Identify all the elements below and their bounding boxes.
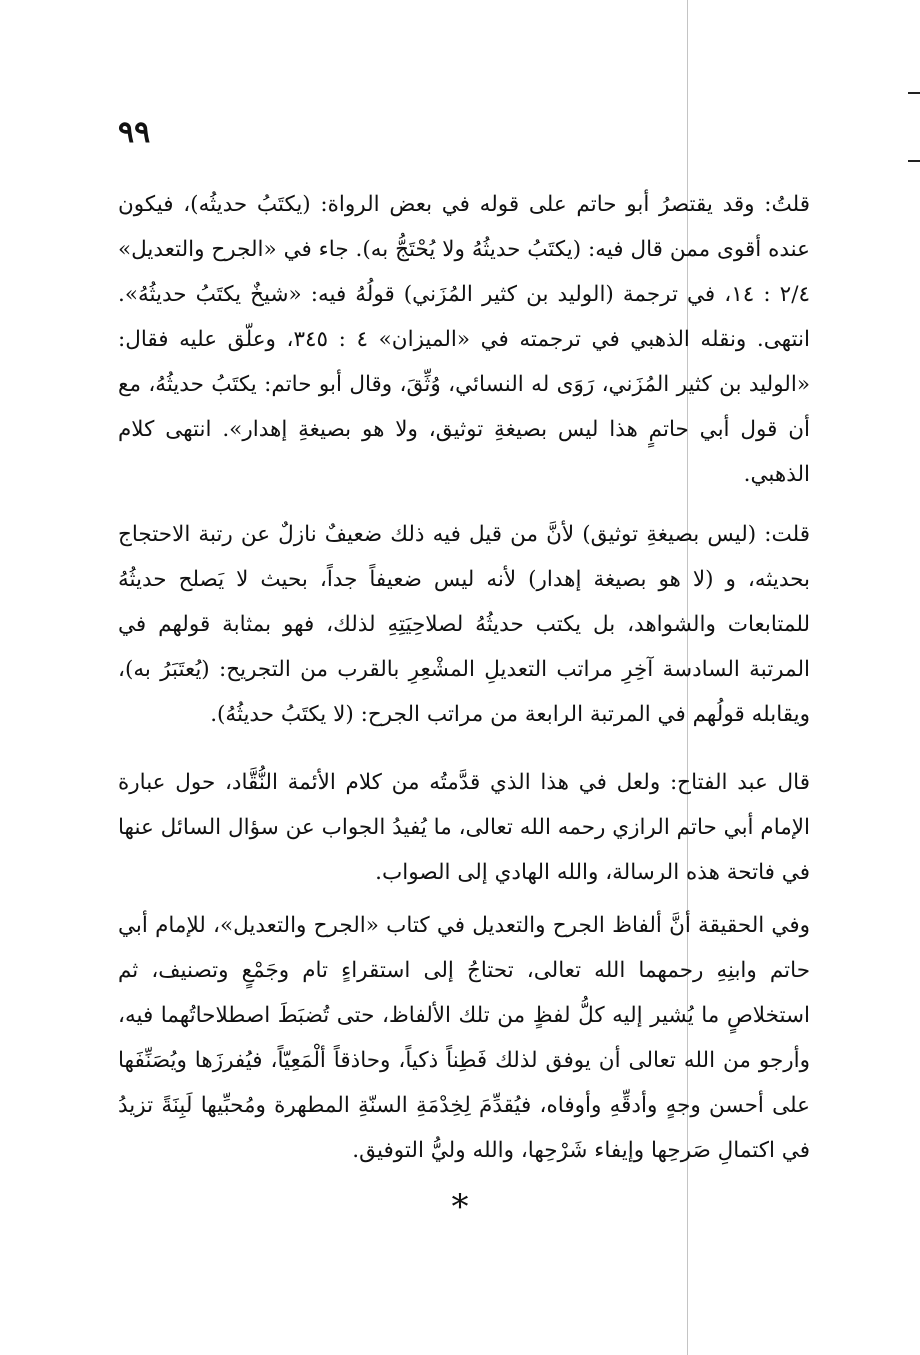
- paragraph-3: قال عبد الفتاح: ولعل في هذا الذي قدَّمتُه من كلام الأئمة النُّقَّاد، حول عبارة الإمام أبي حاتم الرازي رحمه الله تعالى، ما يُفيدُ الجواب عن سؤال السائل عنها في فاتحة هذه الرسالة، والله الهادي إلى الصواب.: [118, 770, 810, 885]
- page-number: ٩٩: [118, 115, 151, 150]
- page-edge-mark: [908, 160, 920, 162]
- section-end-asterisk: *: [451, 1187, 469, 1227]
- paragraph-4: وفي الحقيقة أنَّ ألفاظ الجرح والتعديل في كتاب «الجرح والتعديل»، للإمام أبي حاتم وابنِهِ رحمهما الله تعالى، تحتاجُ إلى استقراءٍ تام وجَمْعٍ وتصنيف، ثم استخلاصٍ ما يُشير إليه كلُّ لفظٍ من تلك الألفاظ، حتى تُضبَطَ اصطلاحاتُهما فيه، وأرجو من الله تعالى أن يوفق لذلك فَطِناً ذكياً، وحاذقاً ألْمَعِيّاً، فيُفرزَها ويُصَنِّفَها على أحسن وجهٍ وأدقِّهِ وأوفاه، فيُقدِّمَ لِخِدْمَةِ السنّةِ المطهرة ومُحبِّيها لَبِنَةً تزيدُ في اكتمالِ صَرحِها وإيفاء شَرْحِها، والله وليُّ التوفيق.: [118, 913, 810, 1163]
- paragraph-2: قلت: (ليس بصيغةِ توثيق) لأنَّ من قيل فيه ذلك ضعيفٌ نازلٌ عن رتبة الاحتجاج بحديثه، و (لا هو بصيغة إهدار) لأنه ليس ضعيفاً جداً، بحيث لا يَصلح حديثُهُ للمتابعات والشواهد، بل يكتب حديثُهُ لصلاحِيَتِهِ لذلك، فهو بمثابة قولهم في المرتبة السادسة آخِرِ مراتب التعديلِ المشْعِرِ بالقرب من التجريح: (يُعتَبَرُ به)، ويقابله قولُهم في المرتبة الرابعة من مراتب الجرح: (لا يكتَبُ حديثُهُ).: [118, 522, 810, 727]
- page-edge-mark: [908, 92, 920, 94]
- paragraph-1: قلتُ: وقد يقتصرُ أبو حاتم على قوله في بعض الرواة: (يكتَبُ حديثُه)، فيكون عنده أقوى ممن قال فيه: (يكتَبُ حديثُهُ ولا يُحْتَجُّ به). جاء في «الجرح والتعديل» ٢/٤ : ١٤، في ترجمة (الوليد بن كثير المُزَني) قولُهُ فيه: «شيخٌ يكتَبُ حديثُهُ». انتهى. ونقله الذهبي في ترجمته في «الميزان» ٤ : ٣٤٥، وعلّق عليه فقال: «الوليد بن كثير المُزَني، رَوَى له النسائي، وُثِّقَ، وقال أبو حاتم: يكتَبُ حديثُهُ، مع أن قول أبي حاتمٍ هذا ليس بصيغةِ توثيق، ولا هو بصيغةِ إهدار». انتهى كلام الذهبي.: [118, 192, 810, 487]
